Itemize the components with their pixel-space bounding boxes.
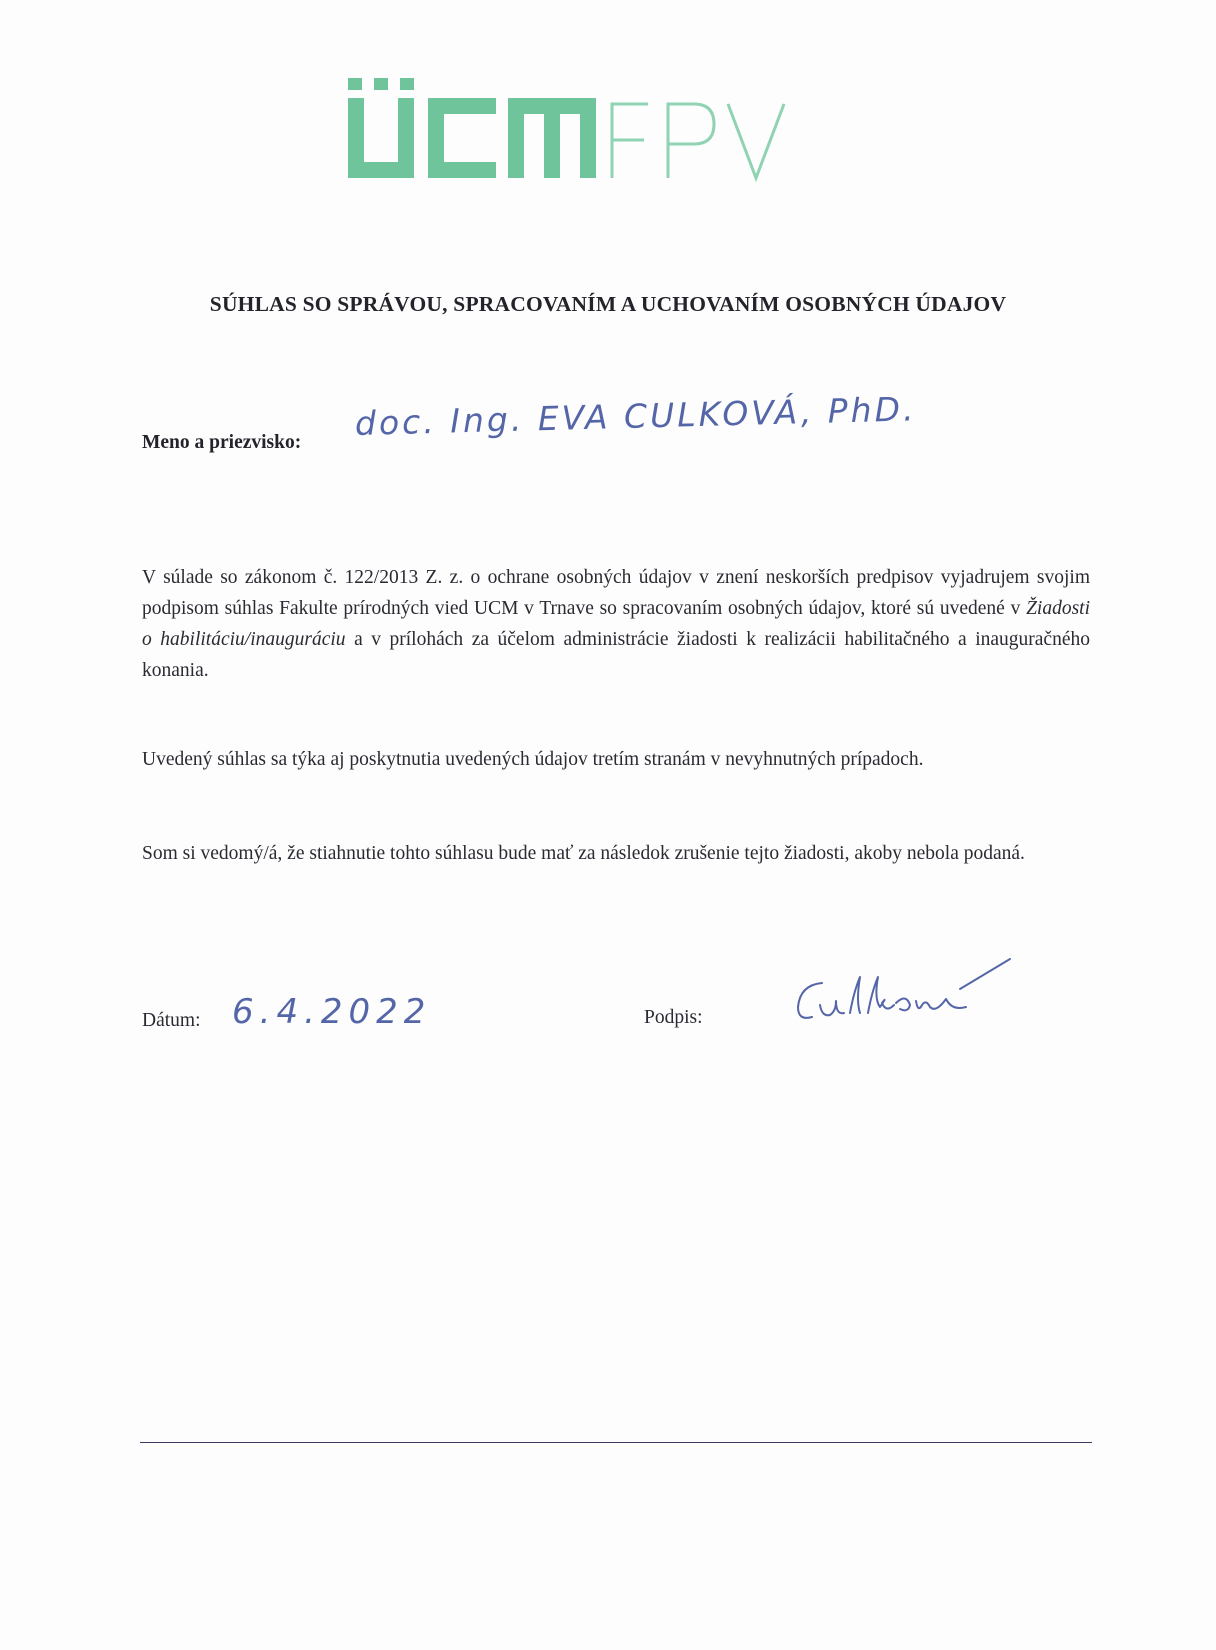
paragraph-1-text-before: V súlade so zákonom č. 122/2013 Z. z. o ochrane osobných údajov v znení neskorších predpisov vyjadrujem svojim podpisom súhlas Fakulte prírodných vied UCM v Trnave so spracovaním osobných údajov, ktoré sú uvedené v	[142, 567, 1090, 619]
consent-paragraph-3: Som si vedomý/á, že stiahnutie tohto súhlasu bude mať za následok zrušenie tejto žiadosti, akoby nebola podaná.	[142, 843, 1025, 864]
paragraph-1-text-after: a v prílohách za účelom administrácie žiadosti k realizácii habilitačného a inauguračného konania.	[142, 629, 1090, 681]
consent-paragraph-2: Uvedený súhlas sa týka aj poskytnutia uvedených údajov tretím stranám v nevyhnutných prípadoch.	[142, 749, 924, 770]
ucm-fpv-logo-icon	[348, 78, 798, 188]
handwritten-signature-icon	[790, 955, 1030, 1035]
paragraph-1-italic-reference: Žiadosti o habilitáciu/inauguráciu	[142, 598, 1091, 650]
document-title: SÚHLAS SO SPRÁVOU, SPRACOVANÍM A UCHOVANÍM OSOBNÝCH ÚDAJOV	[209, 292, 1007, 316]
bottom-divider	[140, 1442, 1092, 1443]
signature-label: Podpis:	[644, 1007, 703, 1028]
consent-paragraph-1	[142, 562, 1090, 686]
date-label: Dátum:	[142, 1010, 201, 1031]
name-label: Meno a priezvisko:	[142, 432, 302, 453]
name-handwritten-value: doc. Ing. EVA CULKOVÁ, PhD.	[354, 389, 917, 443]
date-handwritten-value: 6.4.2022	[232, 992, 432, 1032]
